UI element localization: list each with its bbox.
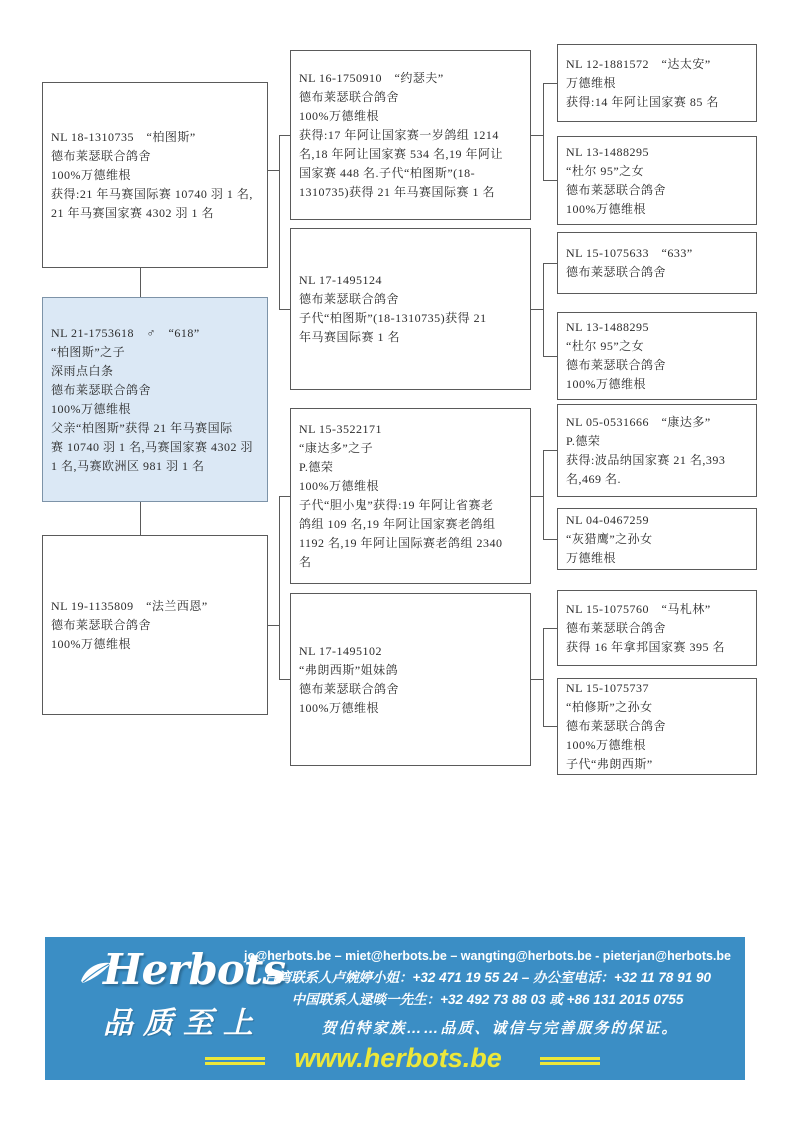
- text-line: 名,469 名.: [566, 471, 622, 486]
- text-line: NL 15-1075633 “633”: [566, 246, 693, 260]
- pedigree-box-ggp-4: [557, 312, 757, 400]
- connector-line: [543, 83, 544, 180]
- text-line: “灰猎鹰”之孙女: [566, 531, 653, 546]
- decorative-double-line: [540, 1057, 600, 1065]
- contact-info-block: [230, 945, 745, 1011]
- text-line: 德布莱瑟联合鸽舍: [51, 382, 152, 397]
- text-line: 德布莱瑟联合鸽舍: [566, 182, 667, 197]
- text-line: 德布莱瑟联合鸽舍: [566, 620, 667, 635]
- text-line: NL 05-0531666 “康达多”: [566, 414, 711, 429]
- pedigree-box-ggp-5: [557, 404, 757, 497]
- text-line: “杜尔 95”之女: [566, 339, 645, 353]
- text-line: 获得 16 年拿邦国家赛 395 名: [566, 639, 726, 654]
- connector-line: [543, 726, 557, 727]
- connector-line: [531, 496, 543, 497]
- connector-line: [531, 309, 543, 310]
- connector-line: [543, 628, 557, 629]
- connector-line: [531, 135, 543, 136]
- text-line: “弗朗西斯”姐妹鸽: [299, 662, 399, 677]
- text-line: 获得:波品纳国家赛 21 名,393: [566, 452, 726, 467]
- text-line: NL 19-1135809 “法兰西恩”: [51, 598, 208, 613]
- connector-line: [543, 539, 557, 540]
- connector-line: [279, 135, 280, 309]
- connector-line: [531, 679, 543, 680]
- text-line: NL 04-0467259: [566, 512, 650, 527]
- text-line: 100%万德维根: [51, 401, 131, 416]
- text-line: 100%万德维根: [566, 201, 646, 216]
- text-line: “杜尔 95”之女: [566, 163, 645, 178]
- pedigree-box-granddam-paternal: [290, 228, 531, 390]
- text-line: 父亲“柏图斯”获得 21 年马赛国际: [51, 420, 233, 435]
- pedigree-box-ggp-2: [557, 136, 757, 225]
- text-line: 名,18 年阿让国家赛 534 名,19 年阿让: [299, 146, 504, 161]
- text-line: 德布莱瑟联合鸽舍: [51, 617, 152, 632]
- connector-line: [543, 450, 544, 539]
- connector-line: [279, 496, 290, 497]
- text-line: 德布莱瑟联合鸽舍: [566, 265, 667, 279]
- connector-line: [140, 502, 141, 535]
- herbots-logo-text: Herbots: [103, 945, 285, 994]
- text-line: 1 名,马赛欧洲区 981 羽 1 名: [51, 458, 205, 473]
- connector-line: [543, 263, 557, 264]
- pedigree-box-subject: [42, 297, 268, 502]
- text-line: “柏修斯”之孙女: [566, 700, 653, 714]
- pedigree-box-ggp-6: [557, 508, 757, 570]
- text-line: 获得:21 年马赛国际赛 10740 羽 1 名,: [51, 186, 253, 201]
- text-line: 100%万德维根: [51, 636, 131, 651]
- pedigree-box-ggp-7: [557, 590, 757, 666]
- text-line: NL 13-1488295: [566, 320, 650, 334]
- text-line: NL 15-1075737: [566, 681, 650, 695]
- text-line: 鸽组 109 名,19 年阿让国家赛老鸽组: [299, 517, 496, 531]
- text-line: 德布莱瑟联合鸽舍: [299, 292, 400, 306]
- text-line: 1192 名,19 年阿让国际赛老鸽组 2340: [299, 536, 503, 550]
- pedigree-box-ggp-3: [557, 232, 757, 294]
- text-line: 1310735)获得 21 年马赛国际赛 1 名: [299, 184, 495, 199]
- text-line: P.德荣: [299, 460, 334, 474]
- connector-line: [543, 263, 544, 356]
- text-line: 21 年马赛国家赛 4302 羽 1 名: [51, 205, 215, 220]
- text-line: 德布莱瑟联合鸽舍: [566, 358, 667, 372]
- brand-slogan-cn: 品质至上: [103, 1007, 263, 1040]
- text-line: 德布莱瑟联合鸽舍: [299, 89, 400, 104]
- connector-line: [268, 170, 279, 171]
- connector-line: [543, 83, 557, 84]
- pedigree-box-grandsire-maternal: [290, 408, 531, 584]
- connector-line: [279, 135, 290, 136]
- connector-line: [279, 679, 290, 680]
- text-line: 100%万德维根: [566, 377, 646, 391]
- decorative-double-line: [205, 1057, 265, 1065]
- text-line: NL 21-1753618 ♂ “618”: [51, 325, 200, 340]
- text-line: 国家赛 448 名.子代“柏图斯”(18-: [299, 165, 476, 180]
- text-line: 子代“胆小鬼”获得:19 年阿让省赛老: [299, 498, 494, 512]
- text-line: 德布莱瑟联合鸽舍: [51, 148, 152, 163]
- text-line: 赛 10740 羽 1 名,马赛国家赛 4302 羽: [51, 439, 254, 454]
- text-line: 年马赛国际赛 1 名: [299, 330, 401, 344]
- text-line: 获得:17 年阿让国家赛一岁鸽组 1214: [299, 127, 499, 142]
- website-row: [45, 1043, 745, 1077]
- text-line: NL 12-1881572 “达太安”: [566, 56, 711, 71]
- text-line: 100%万德维根: [51, 167, 131, 182]
- connector-line: [543, 180, 557, 181]
- connector-line: [543, 356, 557, 357]
- pedigree-box-grandsire-paternal: [290, 50, 531, 220]
- connector-line: [543, 628, 544, 726]
- connector-line: [140, 268, 141, 297]
- text-line: NL 17-1495102: [299, 643, 383, 658]
- connector-line: [279, 496, 280, 679]
- text-line: 德布莱瑟联合鸽舍: [566, 719, 667, 733]
- text-line: NL 18-1310735 “柏图斯”: [51, 129, 196, 144]
- text-line: NL 17-1495124: [299, 273, 383, 287]
- text-line: NL 15-1075760 “马札林”: [566, 601, 711, 616]
- text-line: 获得:14 年阿让国家赛 85 名: [566, 94, 719, 109]
- text-line: NL 16-1750910 “约瑟夫”: [299, 70, 444, 85]
- text-line: NL 13-1488295: [566, 144, 650, 159]
- pedigree-box-granddam-maternal: [290, 593, 531, 766]
- feather-icon: [79, 959, 113, 994]
- text-line: 100%万德维根: [299, 700, 379, 715]
- text-line: 深雨点白条: [51, 363, 114, 378]
- text-line: NL 15-3522171: [299, 422, 383, 436]
- connector-line: [279, 309, 290, 310]
- text-line: 德布莱瑟联合鸽舍: [299, 681, 400, 696]
- pedigree-box-father: [42, 82, 268, 268]
- text-line: 名: [299, 555, 312, 569]
- family-slogan: 贺伯特家族……品质、诚信与完善服务的保证。: [321, 1020, 679, 1037]
- text-line: P.德荣: [566, 433, 601, 448]
- pedigree-box-mother: [42, 535, 268, 715]
- text-line: 100%万德维根: [299, 108, 379, 123]
- website-link[interactable]: www.herbots.be: [294, 1043, 502, 1073]
- text-line: “康达多”之子: [299, 441, 374, 455]
- contact-china: 中国联系人逯晱一先生：+32 492 73 88 03 或 +86 131 2015 0755: [291, 992, 684, 1007]
- text-line: 万德维根: [566, 75, 617, 90]
- contact-emails: jo@herbots.be – miet@herbots.be – wangting@herbots.be - pieterjan@herbots.be: [243, 949, 731, 963]
- text-line: “柏图斯”之子: [51, 344, 126, 359]
- connector-line: [543, 450, 557, 451]
- text-line: 子代“柏图斯”(18-1310735)获得 21: [299, 311, 487, 325]
- text-line: 万德维根: [566, 550, 617, 565]
- text-line: 子代“弗朗西斯”: [566, 757, 653, 771]
- text-line: 100%万德维根: [566, 738, 646, 752]
- pedigree-box-ggp-8: [557, 678, 757, 775]
- connector-line: [268, 625, 279, 626]
- pedigree-box-ggp-1: [557, 44, 757, 122]
- text-line: 100%万德维根: [299, 479, 379, 493]
- herbots-footer-banner: [45, 937, 745, 1080]
- contact-taiwan: 台湾联系人卢婉婷小姐：+32 471 19 55 24 – 办公室电话：+32 11 78 91 90: [264, 970, 711, 985]
